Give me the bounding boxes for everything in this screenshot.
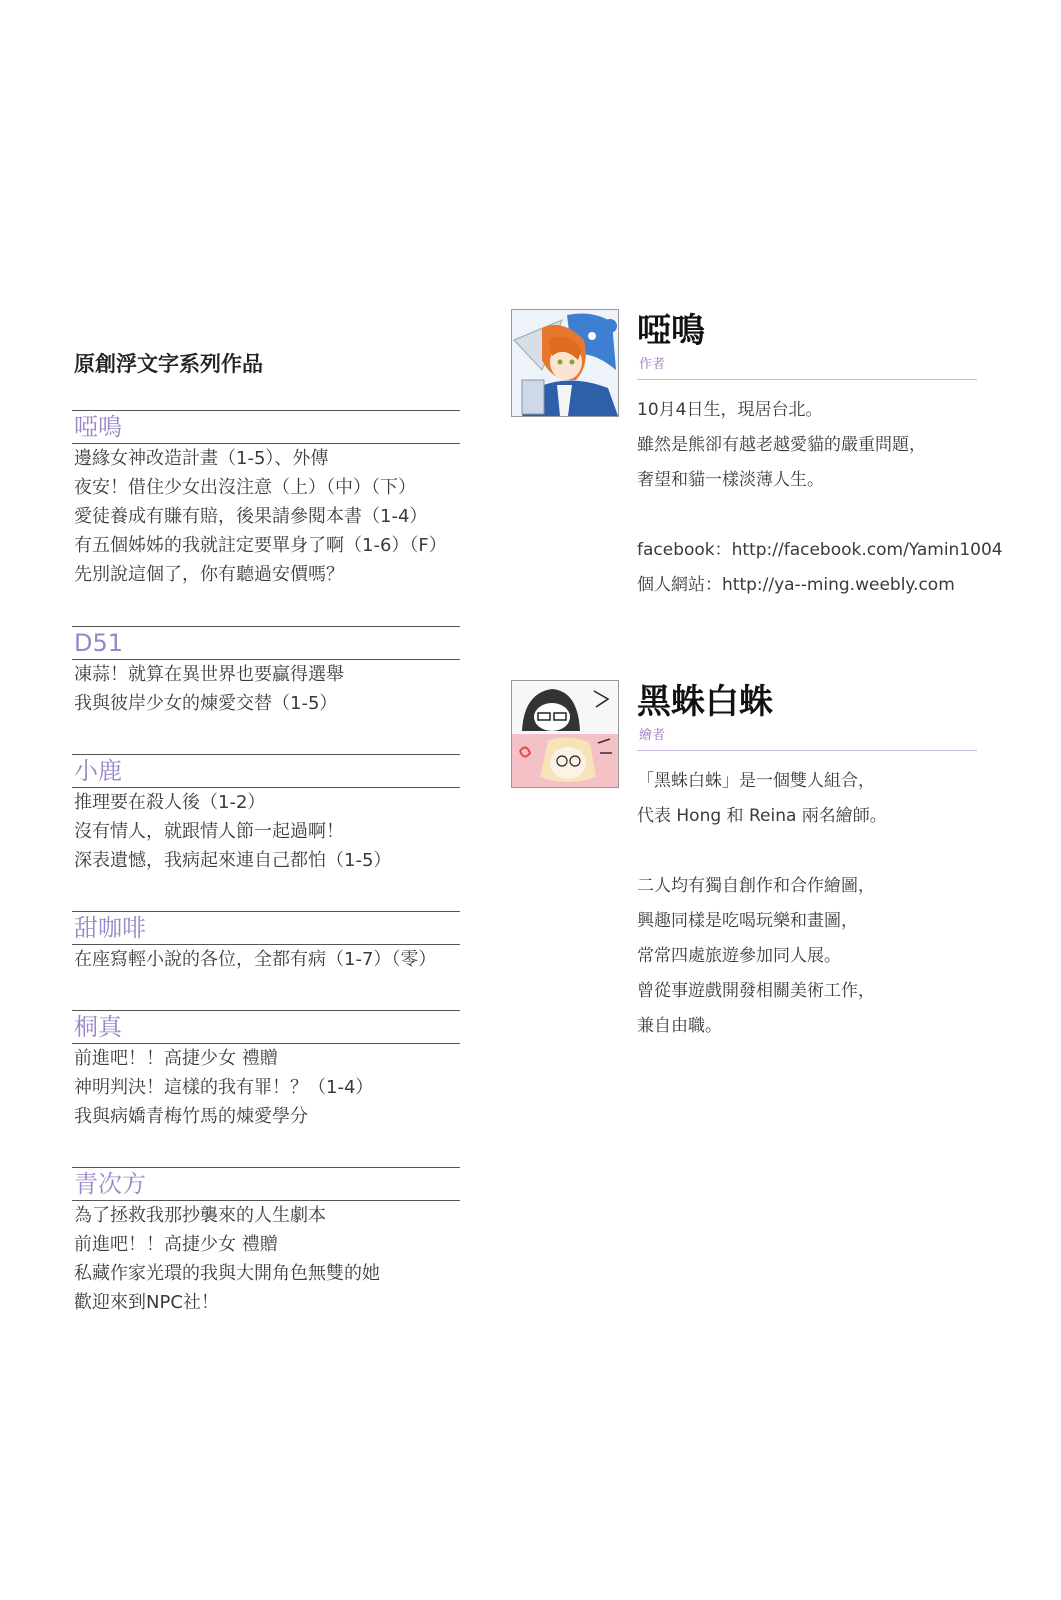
author-name: 小鹿 (74, 757, 122, 785)
work-list (72, 945, 460, 974)
bio-line: 兼自由職。 (637, 1016, 722, 1036)
author-name: D51 (74, 629, 124, 657)
work-title: 先別說這個了，你有聽過安價嗎？ (74, 564, 344, 585)
author-works-block (72, 754, 460, 875)
author-works-block (72, 1010, 460, 1131)
creator-role: 作者 (639, 357, 666, 372)
author-name: 啞鳴 (74, 413, 122, 441)
work-title: 夜安！借住少女出沒注意（上）（中）（下） (74, 477, 416, 498)
author-works-block (72, 626, 460, 718)
author-works-block (72, 911, 460, 974)
author-works-block (72, 410, 460, 589)
creator-role: 繪者 (639, 728, 666, 743)
work-title: 沒有情人，就跟情人節一起過啊！ (74, 821, 344, 842)
work-title: 歡迎來到NPC社！ (74, 1292, 219, 1313)
profile-bio (637, 764, 987, 1044)
work-list (72, 1201, 460, 1317)
avatar (511, 680, 619, 788)
bio-line: 曾從事遊戲開發相關美術工作， (637, 981, 875, 1001)
bio-line: 代表 Hong 和 Reina 兩名繪師。 (637, 806, 887, 826)
paragraph-gap (637, 498, 987, 533)
creator-name: 啞鳴 (637, 311, 705, 351)
creator-profile (511, 680, 981, 1080)
work-title: 邊緣女神改造計畫（1-5）、外傳 (74, 448, 329, 469)
work-title: 私藏作家光環的我與大開角色無雙的她 (74, 1263, 380, 1284)
work-title: 前進吧！！高捷少女 禮贈 (74, 1048, 278, 1069)
work-title: 有五個姊姊的我就註定要單身了啊（1-6）（F） (74, 535, 447, 556)
work-title: 在座寫輕小說的各位，全都有病（1-7）（零） (74, 949, 437, 970)
work-title: 我與彼岸少女的煉愛交替（1-5） (74, 693, 338, 714)
work-title: 深表遺憾，我病起來連自己都怕（1-5） (74, 850, 392, 871)
bio-line: 個人網站：http://ya--ming.weebly.com (637, 575, 955, 595)
author-name: 甜咖啡 (74, 914, 146, 942)
work-list (72, 1044, 460, 1131)
bio-line: 雖然是熊卻有越老越愛貓的嚴重問題， (637, 435, 926, 455)
work-list (72, 660, 460, 718)
work-list (72, 444, 460, 589)
paragraph-gap (637, 834, 987, 869)
profile-bio (637, 393, 1003, 603)
work-title: 愛徒養成有賺有賠，後果請參閱本書（1-4） (74, 506, 428, 527)
work-title: 前進吧！！高捷少女 禮贈 (74, 1234, 278, 1255)
bio-line: 常常四處旅遊參加同人展。 (637, 946, 841, 966)
bio-line: 奢望和貓一樣淡薄人生。 (637, 470, 824, 490)
profile-divider (637, 750, 977, 751)
work-title: 我與病嬌青梅竹馬的煉愛學分 (74, 1106, 308, 1127)
creator-profile (511, 309, 1003, 709)
profile-divider (637, 379, 977, 380)
bio-line: 10月4日生，現居台北。 (637, 400, 823, 420)
bio-line: 二人均有獨自創作和合作繪圖， (637, 876, 875, 896)
avatar (511, 309, 619, 417)
work-title: 神明判決！這樣的我有罪！？（1-4） (74, 1077, 374, 1098)
author-works-block (72, 1167, 460, 1317)
author-name: 青次方 (74, 1170, 146, 1198)
work-title: 凍蒜！就算在異世界也要贏得選舉 (74, 664, 344, 685)
series-title: 原創浮文字系列作品 (74, 352, 263, 376)
author-portrait-illustration (512, 310, 618, 416)
illustrator-portrait-illustration (512, 681, 618, 787)
author-name: 桐真 (74, 1013, 122, 1041)
creator-name: 黑蛛白蛛 (637, 682, 773, 722)
bio-line: facebook：http://facebook.com/Yamin1004 (637, 540, 1003, 560)
work-title: 為了拯救我那抄襲來的人生劇本 (74, 1205, 326, 1226)
work-title: 推理要在殺人後（1-2） (74, 792, 266, 813)
work-list (72, 788, 460, 875)
bio-line: 「黑蛛白蛛」是一個雙人組合， (637, 771, 875, 791)
bio-line: 興趣同樣是吃喝玩樂和畫圖， (637, 911, 858, 931)
